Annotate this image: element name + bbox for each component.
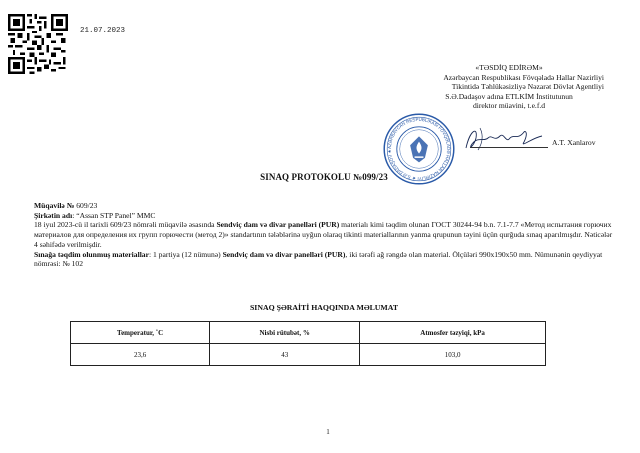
materials-label: Sınağa təqdim olunmuş materiallar bbox=[34, 249, 149, 259]
company-value: : “Assan STP Panel” MMC bbox=[72, 210, 156, 220]
svg-text:AZƏRBAYCAN RESPUBLİKASI FÖVQƏL: AZƏRBAYCAN RESPUBLİKASI FÖVQƏLADƏ HALLAR NAZİRLİYİ ★ S.Ə.DADAŞOV ★ bbox=[386, 116, 452, 182]
materials-line bbox=[34, 250, 614, 269]
qr-code bbox=[8, 14, 68, 74]
description-text-1: 18 iyul 2023-cü il tarixli 609/23 nömrəli müqavilə əsasında bbox=[34, 220, 217, 230]
document-body bbox=[34, 201, 614, 269]
approval-line-ministry: Azərbaycan Respublikası Fövqəladə Hallar Nazirliyi bbox=[443, 72, 604, 82]
contract-line bbox=[34, 201, 614, 211]
contract-value: 609/23 bbox=[74, 201, 98, 210]
table-header-row bbox=[71, 322, 546, 344]
approval-line-institute: S.Ə.Dadaşov adına ETLKİM İnstitutunun bbox=[445, 91, 573, 101]
value-humidity: 43 bbox=[210, 344, 360, 366]
conditions-table bbox=[70, 321, 546, 366]
page-number: 1 bbox=[326, 428, 330, 436]
materials-text-2: , iki tərəfi ağ rəngdə olan material. Ölçüləri 990x190x50 mm. Nümunənin qeydiyyat nömrəsi: № 102 bbox=[34, 249, 603, 269]
description-text-2: materialı kimi təqdim olunan ГОСТ 30244-94 b.n. 7.1-7.7 «Метод испытания горючих материалов для определения их групп горючести (метод 2)» standartının tələblərinə uyğun olaraq tikinti materiallarının yanma qrupunun təyini üçün qurğuda sınaq aparılmışdır. Nəticələr 4 səhifədə verilmişdir. bbox=[34, 220, 613, 249]
value-pressure: 103,0 bbox=[360, 344, 546, 366]
header-pressure: Atmosfer təzyiqi, kPa bbox=[360, 322, 546, 344]
test-description bbox=[34, 220, 614, 249]
approval-block bbox=[344, 63, 604, 111]
document-date: 21.07.2023 bbox=[80, 27, 126, 35]
materials-product: Sendviç dam və divar panelləri (PUR) bbox=[222, 249, 346, 259]
approval-line-agency: Tikintidə Təhlükəsizliyə Nəzarət Dövlət Agentliyi bbox=[451, 82, 604, 92]
conditions-heading: SINAQ ŞƏRAİTİ HAQQINDA MƏLUMAT bbox=[249, 303, 399, 312]
company-line bbox=[34, 211, 614, 221]
table-row bbox=[71, 344, 546, 366]
approval-heading: «TƏSDİQ EDİRƏM» bbox=[475, 63, 543, 72]
materials-text-1: : 1 partiya (12 nümunə) bbox=[148, 249, 223, 259]
signature-icon bbox=[458, 124, 548, 154]
document-title: SINAQ PROTOKOLU №099/23 bbox=[260, 172, 388, 182]
contract-label: Müqavilə № bbox=[34, 201, 75, 210]
description-product: Sendviç dam və divar panelləri (PUR) bbox=[216, 220, 340, 230]
signature-line bbox=[470, 147, 548, 148]
header-humidity: Nisbi rütubət, % bbox=[210, 322, 360, 344]
approval-line-position: direktor müavini, t.e.f.d bbox=[472, 101, 546, 111]
value-temperature: 23,6 bbox=[71, 344, 210, 366]
header-temperature: Temperatur, ˚C bbox=[71, 322, 210, 344]
company-label: Şirkətin adı bbox=[34, 210, 73, 220]
signer-name: A.T. Xanlarov bbox=[552, 138, 596, 147]
